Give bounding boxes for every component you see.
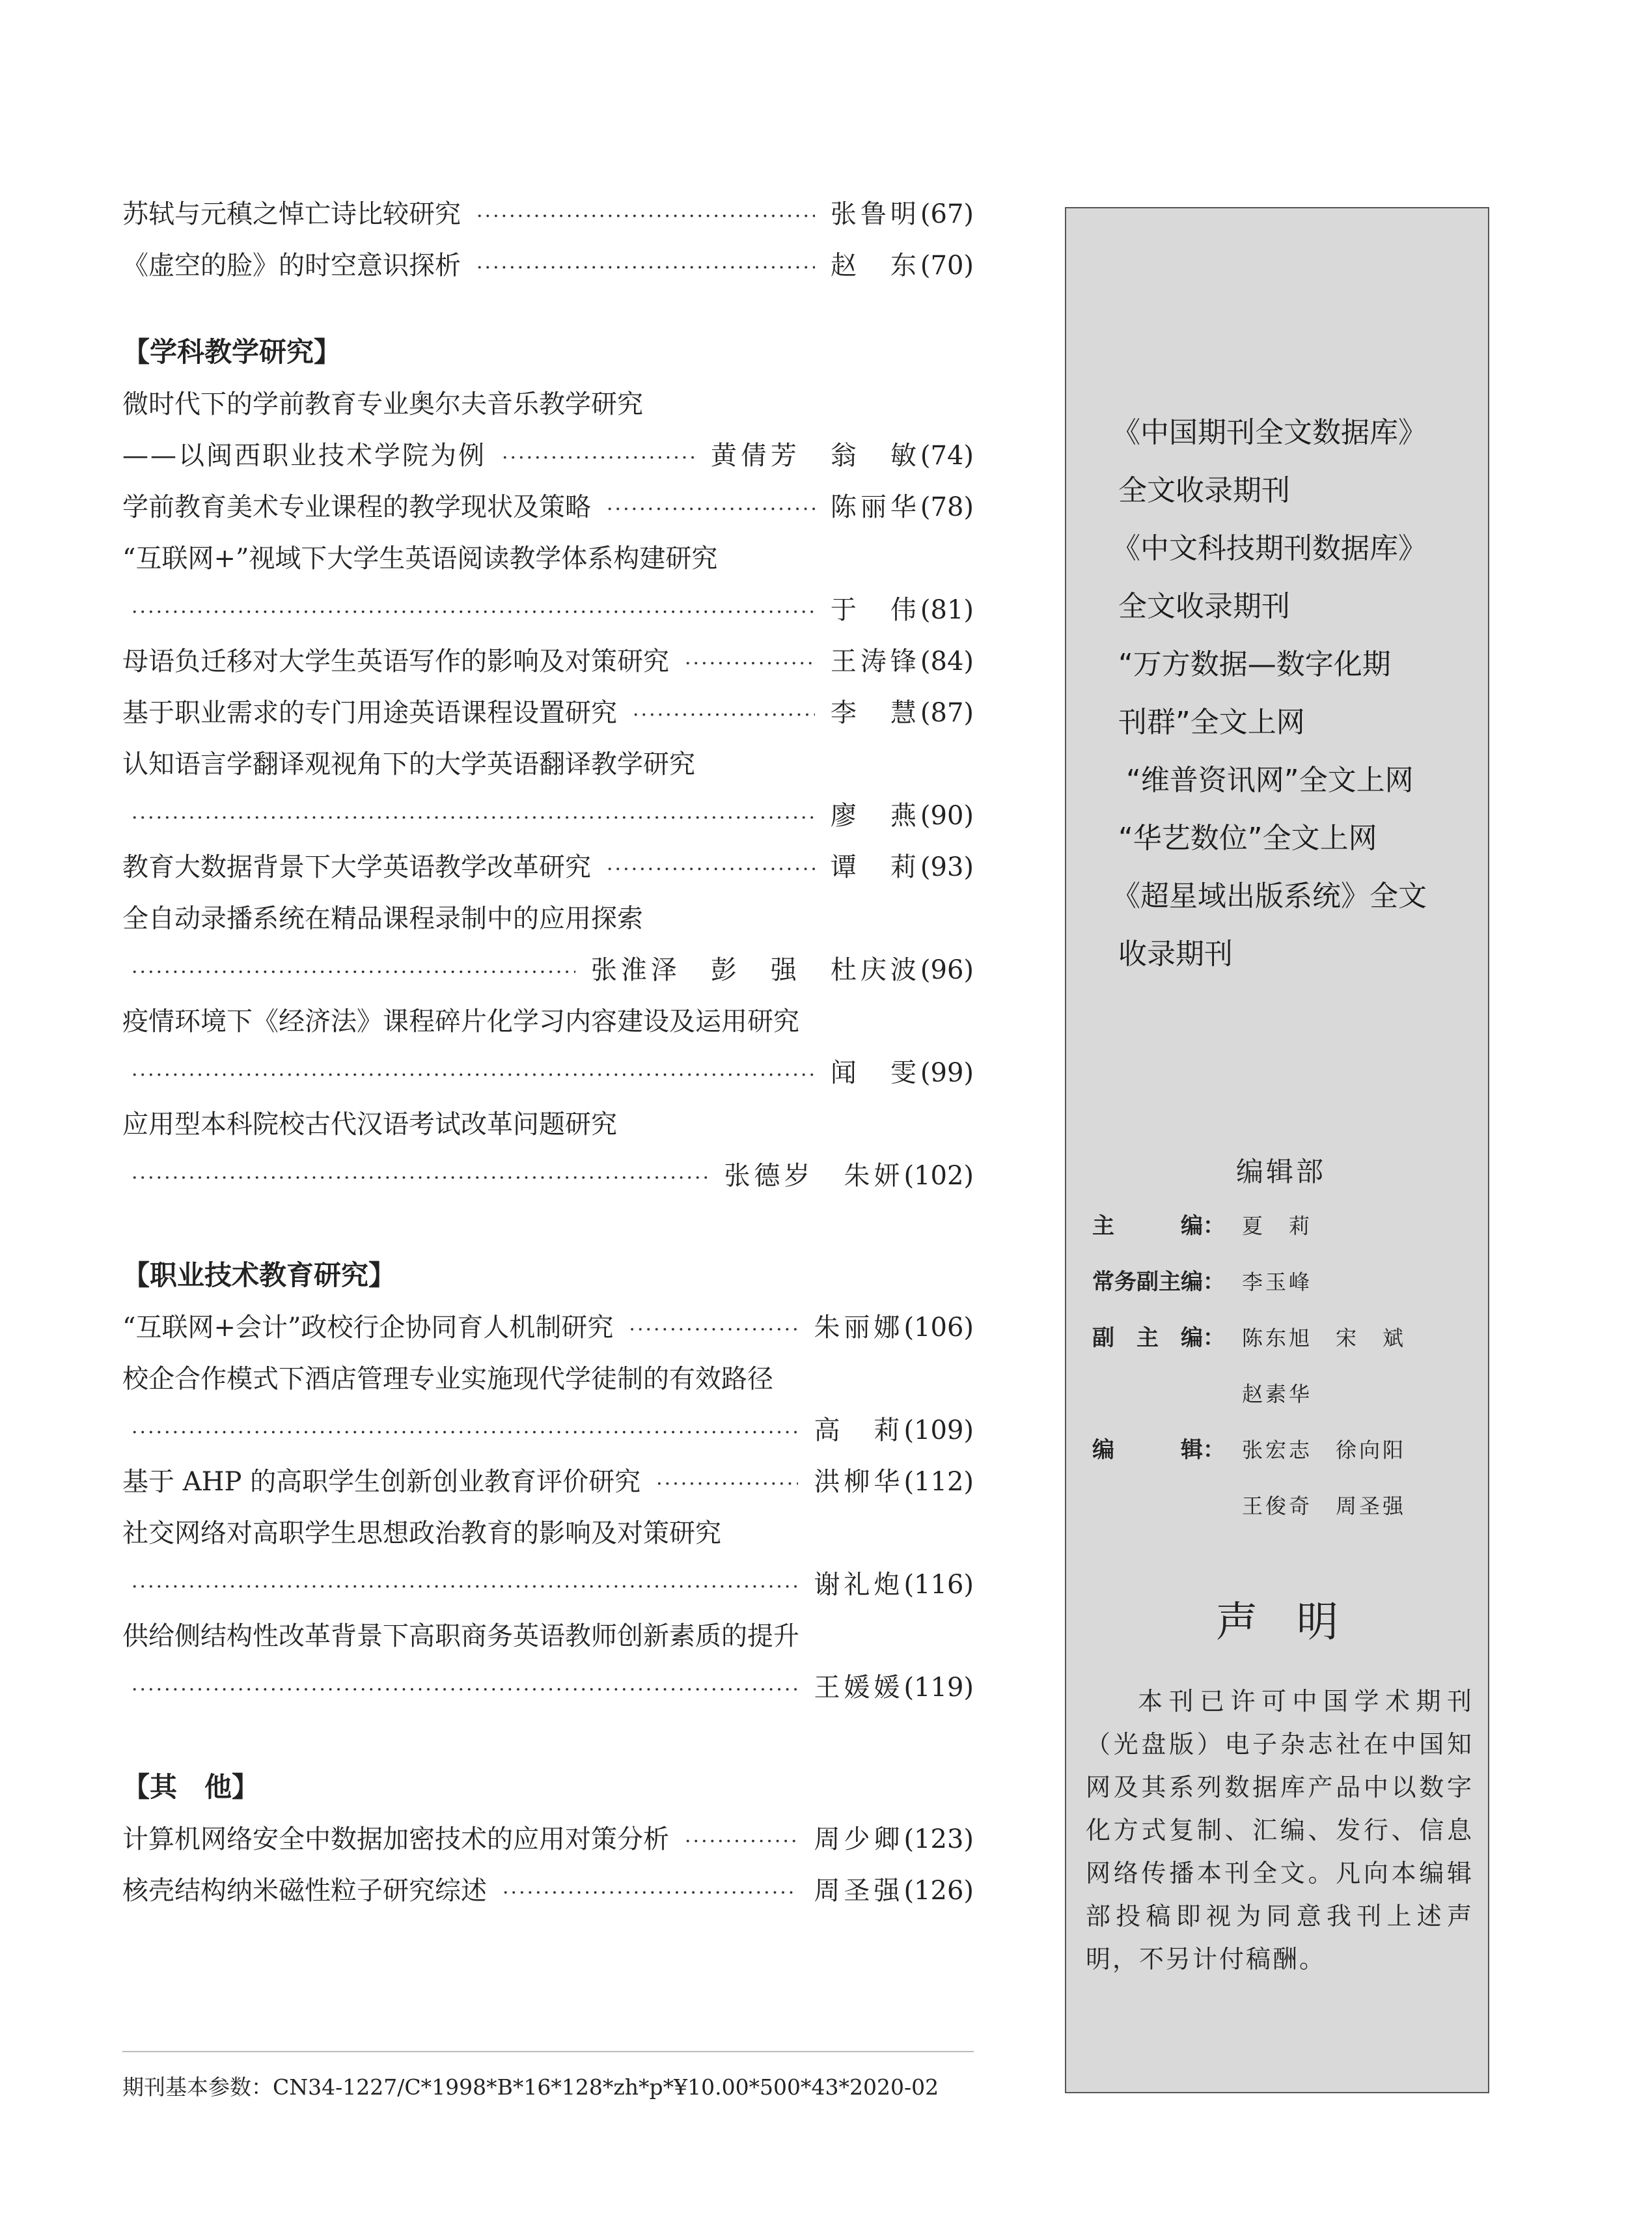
entry-author: 陈丽华 xyxy=(830,492,920,522)
dot-leader xyxy=(607,484,815,535)
editorial-row xyxy=(1092,1478,1470,1534)
toc-entry-line xyxy=(122,430,974,482)
declaration-title: 声明 xyxy=(1216,1598,1377,1647)
entry-author: 周圣强 xyxy=(814,1876,904,1906)
toc-entry-line xyxy=(122,1865,974,1917)
dot-leader xyxy=(502,432,695,484)
database-line: “维普资讯网”全文上网 xyxy=(1126,764,1414,797)
entry-author: 王涛锋 xyxy=(830,647,920,676)
entry-title: 基于职业需求的专门用途英语课程设置研究 xyxy=(122,698,617,728)
dot-leader xyxy=(476,191,815,242)
database-line: 全文收录期刊 xyxy=(1118,474,1290,507)
toc-entry-line xyxy=(122,636,974,688)
entry-title: 核壳结构纳米磁性粒子研究综述 xyxy=(122,1876,487,1906)
toc-entry-line xyxy=(122,585,974,636)
entry-page: (109) xyxy=(903,1415,974,1445)
dot-leader xyxy=(131,1152,708,1204)
dot-leader xyxy=(607,844,815,895)
entry-page: (70) xyxy=(920,251,974,281)
entry-title: ——以闽西职业技术学院为例 xyxy=(122,441,486,471)
entry-title: 社交网络对高职学生思想政治教育的影响及对策研究 xyxy=(122,1518,721,1548)
entry-page: (116) xyxy=(903,1570,974,1600)
dot-leader xyxy=(629,1304,798,1356)
editorial-role: 副 主 编： xyxy=(1092,1325,1225,1351)
editorial-board-title: 编辑部 xyxy=(1235,1156,1326,1188)
entry-title: 疫情环境下《经济法》课程碎片化学习内容建设及运用研究 xyxy=(122,1007,799,1037)
entry-title: 教育大数据背景下大学英语教学改革研究 xyxy=(122,852,591,882)
dot-leader xyxy=(502,1867,798,1919)
editorial-row xyxy=(1092,1310,1470,1366)
editorial-board-rows xyxy=(1092,1198,1470,1534)
toc-entry-line xyxy=(122,240,974,292)
entry-page: (126) xyxy=(903,1876,974,1906)
editorial-role: 主 编： xyxy=(1092,1213,1225,1239)
entry-title: 学前教育美术专业课程的教学现状及策略 xyxy=(122,492,591,522)
dot-leader xyxy=(685,1816,798,1867)
toc-entry-line xyxy=(122,1814,974,1865)
entry-title: 全自动录播系统在精品课程录制中的应用探索 xyxy=(122,904,643,934)
dot-leader xyxy=(656,1458,798,1510)
entry-author: 谭 莉 xyxy=(830,852,920,882)
entry-author: 谢礼炮 xyxy=(814,1570,904,1600)
entry-author: 张淮泽 彭 强 杜庆波 xyxy=(590,955,920,985)
entry-page: (102) xyxy=(903,1161,974,1191)
dot-leader xyxy=(476,242,815,294)
editorial-role-spacer xyxy=(1092,1366,1242,1422)
sidebar-panel xyxy=(1065,207,1489,2093)
dot-leader xyxy=(131,792,815,844)
entry-page: (93) xyxy=(920,852,974,882)
entry-author: 朱丽娜 xyxy=(814,1313,904,1343)
entry-author: 赵 东 xyxy=(830,251,920,281)
entry-page: (96) xyxy=(920,955,974,985)
database-inclusion-list xyxy=(1112,404,1476,983)
editorial-row xyxy=(1092,1198,1470,1254)
entry-title: 母语负迁移对大学生英语写作的影响及对策研究 xyxy=(122,647,669,676)
database-line: 《中文科技期刊数据库》 xyxy=(1112,532,1427,565)
entry-author: 高 莉 xyxy=(814,1415,904,1445)
toc-entry-line xyxy=(122,1662,974,1714)
toc-entry-line xyxy=(122,1302,974,1354)
entry-title: 基于 AHP 的高职学生创新创业教育评价研究 xyxy=(122,1467,641,1497)
dot-leader xyxy=(131,1664,798,1716)
editorial-role: 编 辑： xyxy=(1092,1437,1225,1463)
entry-title: 供给侧结构性改革背景下高职商务英语教师创新素质的提升 xyxy=(122,1621,799,1651)
editorial-board xyxy=(1092,1146,1470,1534)
table-of-contents xyxy=(122,189,974,1917)
toc-entry-line xyxy=(122,1405,974,1456)
entry-author: 黄倩芳 翁 敏 xyxy=(710,441,920,471)
toc-entry-line xyxy=(122,189,974,240)
section-heading: 【职业技术教育研究】 xyxy=(122,1259,396,1291)
database-line: 《超星域出版系统》全文 xyxy=(1112,880,1427,913)
section-heading: 【学科教学研究】 xyxy=(122,336,342,368)
entry-page: (78) xyxy=(920,492,974,522)
database-line: 刊群”全文上网 xyxy=(1118,706,1305,739)
dot-leader xyxy=(685,638,815,690)
toc-entry-line xyxy=(122,842,974,893)
editorial-names: 王俊奇 周圣强 xyxy=(1242,1494,1407,1518)
entry-page: (106) xyxy=(903,1313,974,1343)
dot-leader xyxy=(131,1561,798,1613)
entry-page: (81) xyxy=(920,595,974,625)
entry-page: (90) xyxy=(920,801,974,831)
editorial-names: 李玉峰 xyxy=(1242,1270,1313,1294)
editorial-names: 赵素华 xyxy=(1242,1382,1313,1406)
editorial-names: 陈东旭 宋 斌 xyxy=(1242,1326,1407,1350)
toc-entry-line xyxy=(122,688,974,739)
toc-entry-line xyxy=(122,1559,974,1611)
entry-author: 廖 燕 xyxy=(830,801,920,831)
editorial-names: 夏 莉 xyxy=(1242,1214,1313,1238)
entry-title: “互联网+”视域下大学生英语阅读教学体系构建研究 xyxy=(122,544,718,574)
entry-title: 校企合作模式下酒店管理专业实施现代学徒制的有效路径 xyxy=(122,1364,773,1394)
toc-entry-line xyxy=(122,1456,974,1508)
section-heading: 【其 他】 xyxy=(122,1771,260,1803)
entry-author: 周少卿 xyxy=(814,1824,904,1854)
entry-page: (87) xyxy=(920,698,974,728)
dot-leader xyxy=(633,690,815,741)
toc-entry-line xyxy=(122,1150,974,1202)
dot-leader xyxy=(131,947,575,998)
entry-author: 张德岁 朱妍 xyxy=(724,1161,904,1191)
entry-author: 闻 雯 xyxy=(830,1058,920,1088)
entry-title: “互联网+会计”政校行企协同育人机制研究 xyxy=(122,1313,614,1343)
dot-leader xyxy=(131,587,815,638)
database-line: 全文收录期刊 xyxy=(1118,590,1290,623)
dot-leader xyxy=(131,1407,798,1458)
entry-page: (119) xyxy=(903,1673,974,1703)
editorial-names: 张宏志 徐向阳 xyxy=(1242,1438,1407,1462)
entry-page: (123) xyxy=(903,1824,974,1854)
entry-author: 李 慧 xyxy=(830,698,920,728)
dot-leader xyxy=(131,1050,815,1101)
editorial-row xyxy=(1092,1422,1470,1478)
entry-page: (74) xyxy=(920,441,974,471)
entry-author: 张鲁明 xyxy=(830,199,920,229)
entry-page: (112) xyxy=(903,1467,974,1497)
database-line: “万方数据—数字化期 xyxy=(1118,648,1391,681)
journal-parameters: 期刊基本参数：CN34-1227/C*1998*B*16*128*zh*p*¥10.00*500*43*2020-02 xyxy=(122,2074,939,2100)
database-line: 收录期刊 xyxy=(1118,938,1233,971)
database-line: “华艺数位”全文上网 xyxy=(1118,822,1377,855)
database-line: 《中国期刊全文数据库》 xyxy=(1112,416,1427,449)
entry-page: (99) xyxy=(920,1058,974,1088)
entry-author: 于 伟 xyxy=(830,595,920,625)
editorial-role-spacer xyxy=(1092,1478,1242,1534)
toc-entry-line xyxy=(122,790,974,842)
entry-title: 应用型本科院校古代汉语考试改革问题研究 xyxy=(122,1109,617,1139)
toc-entry-line xyxy=(122,945,974,996)
editorial-role: 常务副主编： xyxy=(1092,1269,1225,1295)
declaration-text: 本刊已许可中国学术期刊（光盘版）电子杂志社在中国知网及其系列数据库产品中以数字化方式复制、汇编、发行、信息网络传播本刊全文。凡向本编辑部投稿即视为同意我刊上述声明，不另计付稿酬。 xyxy=(1086,1687,1474,1973)
toc-entry-line xyxy=(122,1048,974,1099)
toc-entry-line xyxy=(122,482,974,533)
entry-title: 微时代下的学前教育专业奥尔夫音乐教学研究 xyxy=(122,389,643,419)
entry-title: 苏轼与元稹之悼亡诗比较研究 xyxy=(122,199,461,229)
entry-title: 《虚空的脸》的时空意识探析 xyxy=(122,251,461,281)
footer-divider xyxy=(122,2051,974,2052)
entry-page: (84) xyxy=(920,647,974,676)
entry-page: (67) xyxy=(920,199,974,229)
entry-author: 洪柳华 xyxy=(814,1467,904,1497)
editorial-row xyxy=(1092,1254,1470,1310)
editorial-row xyxy=(1092,1366,1470,1422)
entry-title: 认知语言学翻译观视角下的大学英语翻译教学研究 xyxy=(122,749,695,779)
entry-title: 计算机网络安全中数据加密技术的应用对策分析 xyxy=(122,1824,669,1854)
entry-author: 王媛媛 xyxy=(814,1673,904,1703)
